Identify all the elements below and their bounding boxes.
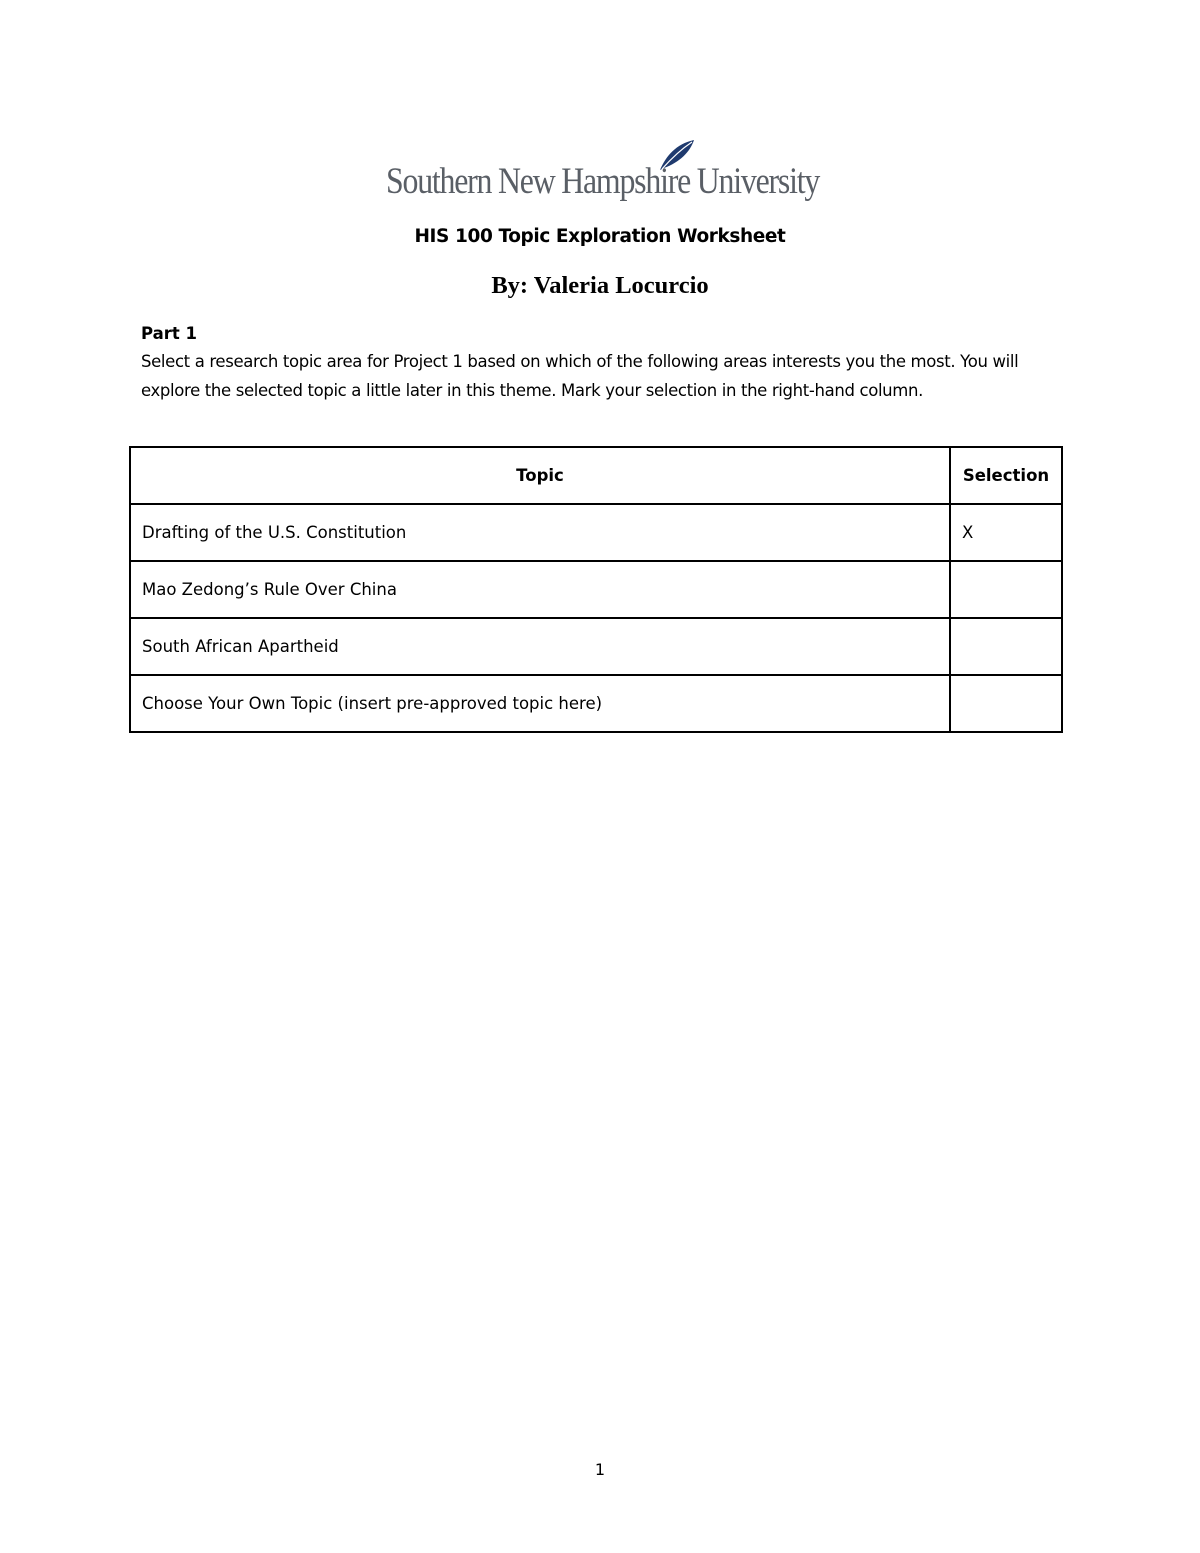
topic-cell: Choose Your Own Topic (insert pre-approved topic here) (130, 675, 950, 732)
table-row (130, 618, 1062, 675)
topic-cell: South African Apartheid (130, 618, 950, 675)
column-header-selection: Selection (950, 447, 1062, 504)
document-title: HIS 100 Topic Exploration Worksheet (414, 226, 786, 247)
selection-cell[interactable] (950, 618, 1062, 675)
table-header-row (130, 447, 1062, 504)
university-logo (386, 138, 820, 210)
part-heading: Part 1 (141, 324, 198, 343)
topic-cell: Drafting of the U.S. Constitution (130, 504, 950, 561)
selection-cell[interactable]: X (950, 504, 1062, 561)
topic-cell: Mao Zedong’s Rule Over China (130, 561, 950, 618)
table-row (130, 561, 1062, 618)
selection-cell[interactable] (950, 561, 1062, 618)
logo-wordmark: Southern New Hampshire University (386, 161, 820, 202)
page-number: 1 (594, 1460, 606, 1479)
selection-cell[interactable] (950, 675, 1062, 732)
instructions-paragraph: Select a research topic area for Project 1 based on which of the following areas interests you the most. You will explore the selected topic a little later in this theme. Mark your selection in the right-hand column. (141, 352, 1019, 400)
author-line: By: Valeria Locurcio (491, 272, 709, 299)
table-row (130, 504, 1062, 561)
column-header-topic: Topic (130, 447, 950, 504)
topic-selection-table (129, 446, 1063, 733)
table-row (130, 675, 1062, 732)
